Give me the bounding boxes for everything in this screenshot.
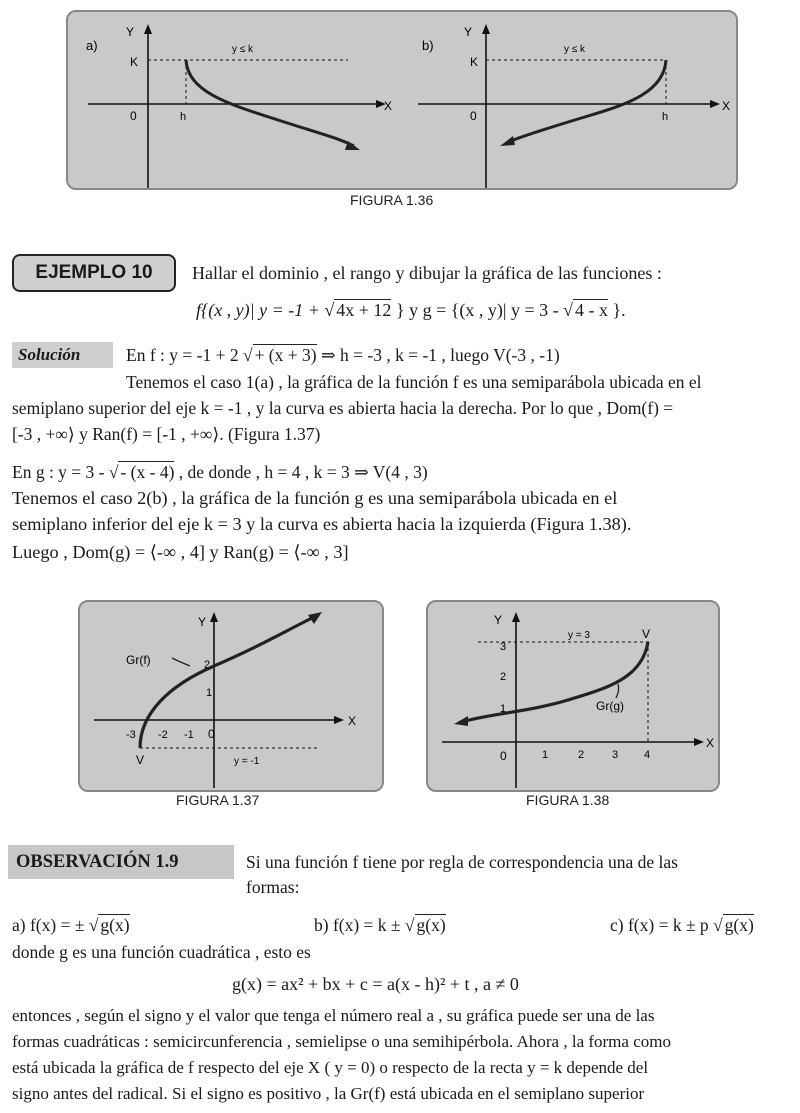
fig37-line-label: y = -1 [234, 756, 260, 767]
f-solution-radicand: + (x + 3) [254, 345, 317, 365]
solution-line-3: semiplano superior del eje k = -1 , y la curva es abierta hacia la derecha. Por lo que , Dom(f) = [12, 398, 674, 418]
figure-1-36-panel [66, 10, 738, 190]
panel-b-x-label: X [722, 99, 731, 113]
panel-a-origin: 0 [130, 109, 137, 123]
panel-a-curve [186, 60, 354, 146]
fig37-tick-x-2: -2 [158, 729, 168, 741]
fig37-x-label: X [348, 714, 357, 728]
panel-b-y-label: Y [464, 25, 473, 39]
solution-line-6: Tenemos el caso 2(b) , la gráfica de la función g es una semiparábola ubicada en el [12, 488, 618, 508]
panel-b-origin: 0 [470, 109, 477, 123]
solution-line-5: En g : y = 3 - √ - (x - 4) , de donde , h = 4 , k = 3 ⇒ V(4 , 3) [12, 462, 428, 482]
panel-b-k-label: K [470, 55, 479, 69]
panel-a-label: a) [86, 38, 98, 53]
panel-b-h-label: h [662, 111, 669, 123]
form-a-radicand: g(x) [100, 915, 130, 935]
fig37-y-label: Y [198, 615, 207, 629]
fig38-tick-y-2: 2 [500, 671, 507, 683]
g-solution-radicand: - (x - 4) [120, 462, 175, 482]
form-c-radicand: g(x) [724, 915, 754, 935]
fig37-origin: 0 [208, 727, 215, 741]
observation-badge: OBSERVACIÓN 1.9 [8, 845, 234, 879]
fig38-vertex: V [642, 627, 651, 641]
figure-1-38-caption: FIGURA 1.38 [526, 792, 610, 808]
observation-line-g: donde g es una función cuadrática , esto es [12, 942, 311, 962]
fig38-graph-label: Gr(g) [596, 699, 624, 713]
panel-b-label: b) [422, 38, 434, 53]
observation-paragraph-4: signo antes del radical. Si el signo es positivo , la Gr(f) está ubicada en el semiplano superior [12, 1084, 645, 1103]
panel-a-y-label: Y [126, 25, 135, 39]
fig38-y-label: Y [494, 613, 503, 627]
fig38-tick-x-2: 2 [578, 749, 585, 761]
fig38-tick-x-4: 4 [644, 749, 651, 761]
figure-1-36-graph [68, 12, 736, 188]
fig37-graph-label: Gr(f) [126, 653, 151, 667]
fig37-tick-x-1: -3 [126, 729, 136, 741]
f-radicand: 4x + 12 [336, 300, 392, 320]
solution-line-4: [-3 , +∞⟩ y Ran(f) = [-1 , +∞⟩. (Figura 1.37) [12, 424, 321, 444]
example-statement: Hallar el dominio , el rango y dibujar la gráfica de las funciones : [192, 263, 662, 283]
fig38-origin: 0 [500, 749, 507, 763]
solution-line-7: semiplano inferior del eje k = 3 y la curva es abierta hacia la izquierda (Figura 1.38). [12, 514, 632, 534]
form-c: c) f(x) = k ± p √ g(x) [610, 915, 754, 935]
form-b-radicand: g(x) [416, 915, 446, 935]
form-a: a) f(x) = ± √ g(x) [12, 915, 130, 935]
solution-label: Solución [12, 342, 113, 368]
figure-1-37-caption: FIGURA 1.37 [176, 792, 260, 808]
fig38-tick-y-3: 3 [500, 641, 507, 653]
observation-paragraph-1: entonces , según el signo y el valor que tenga el número real a , su gráfica puede ser una de las [12, 1006, 655, 1025]
fig37-tick-y-1: 1 [206, 687, 213, 699]
panel-a-x-label: X [384, 99, 393, 113]
figure-1-37-graph [80, 602, 382, 790]
observation-intro-1: Si una función f tiene por regla de correspondencia una de las [246, 852, 678, 872]
form-b: b) f(x) = k ± √ g(x) [314, 915, 446, 935]
figure-1-36-caption: FIGURA 1.36 [350, 192, 434, 208]
panel-b-curve [508, 60, 669, 142]
fig38-tick-y-1: 1 [500, 703, 507, 715]
fig37-vertex: V [136, 753, 145, 767]
fig37-tick-y-2: 2 [204, 659, 211, 671]
solution-line-2: Tenemos el caso 1(a) , la gráfica de la función f es una semiparábola ubicada en el [126, 372, 702, 392]
panel-a-h-label: h [180, 111, 187, 123]
panel-a-k-label: K [130, 55, 139, 69]
observation-paragraph-3: está ubicada la gráfica de f respecto del eje X ( y = 0) o respecto de la recta y = k depende del [12, 1058, 649, 1077]
fig38-line-label: y = 3 [568, 630, 590, 641]
fig38-tick-x-3: 3 [612, 749, 619, 761]
observation-paragraph-2: formas cuadráticas : semicircunferencia , semielipse o una semihipérbola. Ahora , la forma como [12, 1032, 671, 1051]
figure-1-38-panel [426, 600, 720, 792]
fig37-tick-x-3: -1 [184, 729, 194, 741]
solution-line-8: Luego , Dom(g) = ⟨-∞ , 4] y Ran(g) = ⟨-∞ , 3] [12, 542, 349, 562]
figure-1-37-panel [78, 600, 384, 792]
fig38-tick-x-1: 1 [542, 749, 549, 761]
example-badge: EJEMPLO 10 [12, 254, 176, 292]
solution-line-1: En f : y = -1 + 2 √ + (x + 3) ⇒ h = -3 , k = -1 , luego V(-3 , -1) [126, 345, 560, 365]
example-definitions: f{(x , y)| y = -1 + √ 4x + 12 } y g = {(x , y)| y = 3 - √ 4 - x }. [196, 300, 626, 320]
fig38-x-label: X [706, 736, 715, 750]
observation-intro-2: formas: [246, 877, 300, 897]
panel-b-constraint: y ≤ k [564, 44, 586, 55]
figure-1-38-graph [428, 602, 718, 790]
g-radicand: 4 - x [575, 300, 608, 320]
observation-formula: g(x) = ax² + bx + c = a(x - h)² + t , a ≠ 0 [232, 974, 519, 994]
panel-a-constraint: y ≤ k [232, 44, 254, 55]
